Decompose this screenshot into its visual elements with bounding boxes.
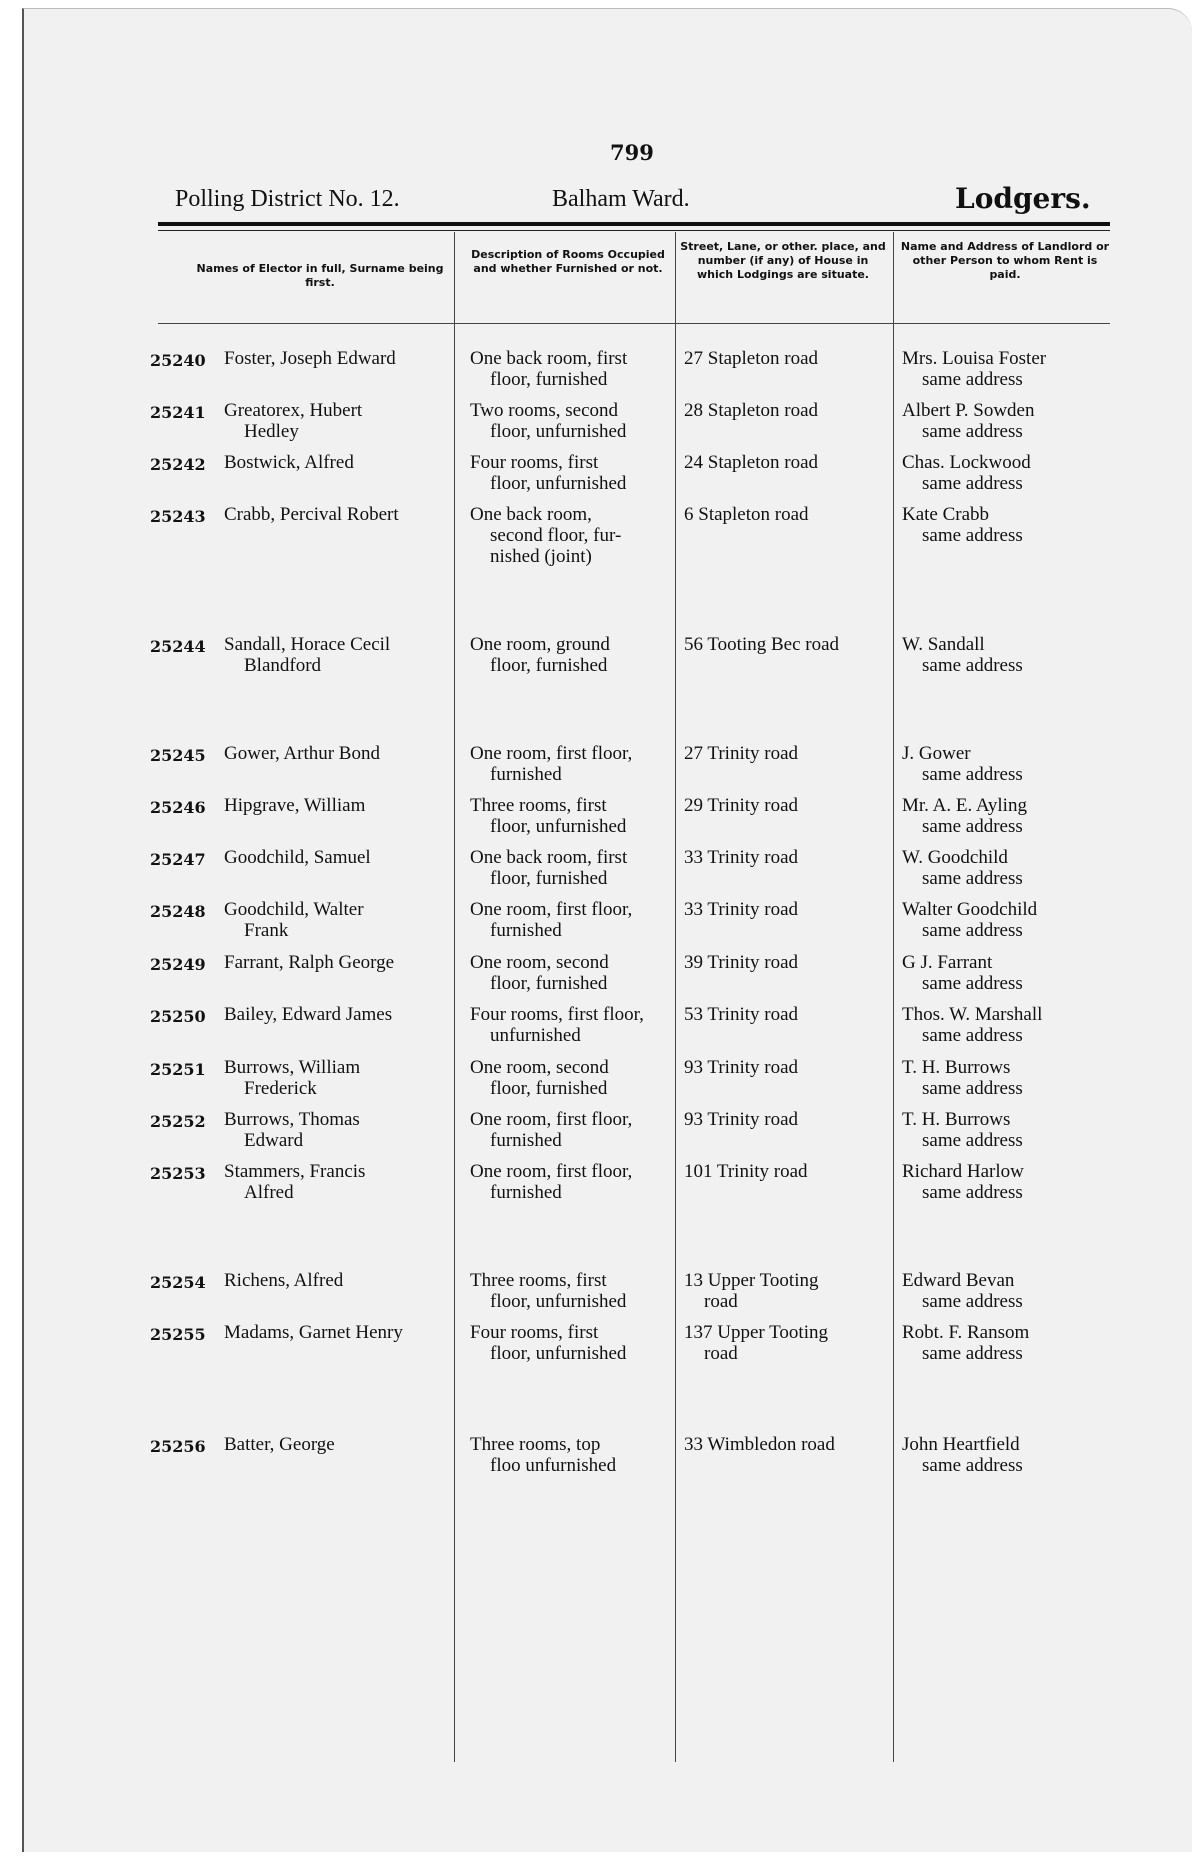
elector-name <box>224 452 464 473</box>
room-description-line: floor, furnished <box>490 868 608 889</box>
landlord-name-address-line: Albert P. Sowden <box>902 400 1035 421</box>
lodging-address-line: 6 Stapleton road <box>684 504 809 525</box>
room-description-line: furnished <box>490 1130 562 1151</box>
room-description <box>470 1270 670 1312</box>
landlord-name-address-line: same address <box>922 920 1023 941</box>
lodging-address-line: 13 Upper Tooting <box>684 1270 819 1291</box>
landlord-name-address-line: Walter Goodchild <box>902 899 1038 920</box>
header-rule <box>158 222 1110 226</box>
elector-number: 25243 <box>150 507 206 526</box>
room-description-line: floor, furnished <box>490 369 608 390</box>
elector-name <box>224 1161 464 1203</box>
elector-name-line: Burrows, William <box>224 1057 361 1078</box>
landlord-name-address-line: T. H. Burrows <box>902 1057 1011 1078</box>
landlord-name-address <box>902 795 1112 837</box>
landlord-name-address-line: W. Sandall <box>902 634 985 655</box>
room-description-line: Two rooms, second <box>470 400 619 421</box>
elector-number: 25248 <box>150 902 206 921</box>
landlord-name-address-line: same address <box>922 1182 1023 1203</box>
room-description-line: nished (joint) <box>490 546 592 567</box>
room-description <box>470 743 670 785</box>
landlord-name-address-line: Thos. W. Marshall <box>902 1004 1043 1025</box>
column-header-street: Street, Lane, or other. place, and number (if any) of House in which Lodgings are situate. <box>680 240 886 281</box>
landlord-name-address-line: same address <box>922 1343 1023 1364</box>
landlord-name-address-line: T. H. Burrows <box>902 1109 1011 1130</box>
room-description-line: Four rooms, first <box>470 452 599 473</box>
elector-name-line: Frank <box>244 920 289 941</box>
room-description-line: Four rooms, first <box>470 1322 599 1343</box>
landlord-name-address-line: W. Goodchild <box>902 847 1008 868</box>
landlord-name-address-line: G J. Farrant <box>902 952 993 973</box>
elector-name <box>224 899 464 941</box>
elector-name-line: Sandall, Horace Cecil <box>224 634 391 655</box>
elector-name-line: Greatorex, Hubert <box>224 400 363 421</box>
landlord-name-address <box>902 1322 1112 1364</box>
room-description-line: One back room, <box>470 504 592 525</box>
elector-name-line: Madams, Garnet Henry <box>224 1322 403 1343</box>
room-description-line: floor, unfurnished <box>490 473 627 494</box>
elector-name-line: Gower, Arthur Bond <box>224 743 380 764</box>
elector-name <box>224 1004 464 1025</box>
room-description-line: floor, furnished <box>490 655 608 676</box>
landlord-name-address <box>902 743 1112 785</box>
elector-name <box>224 1057 464 1099</box>
landlord-name-address <box>902 348 1112 390</box>
room-description <box>470 847 670 889</box>
lodging-address-line: 33 Trinity road <box>684 899 799 920</box>
elector-name-line: Bailey, Edward James <box>224 1004 393 1025</box>
room-description-line: furnished <box>490 1182 562 1203</box>
elector-name-line: Richens, Alfred <box>224 1270 344 1291</box>
lodging-address <box>684 452 889 473</box>
room-description-line: floor, furnished <box>490 973 608 994</box>
room-description-line: furnished <box>490 920 562 941</box>
column-header-description: Description of Rooms Occupied and whether Furnished or not. <box>471 248 665 275</box>
elector-number: 25250 <box>150 1007 206 1026</box>
page-number: 799 <box>610 140 654 165</box>
room-description-line: One room, first floor, <box>470 743 633 764</box>
elector-name <box>224 795 464 816</box>
room-description-line: One room, ground <box>470 634 610 655</box>
lodging-address-line: 93 Trinity road <box>684 1109 799 1130</box>
room-description-line: furnished <box>490 764 562 785</box>
elector-number: 25244 <box>150 637 206 656</box>
landlord-name-address-line: same address <box>922 1130 1023 1151</box>
elector-number: 25255 <box>150 1325 206 1344</box>
landlord-name-address-line: Chas. Lockwood <box>902 452 1031 473</box>
lodging-address <box>684 743 889 764</box>
landlord-name-address-line: same address <box>922 973 1023 994</box>
lodging-address <box>684 1322 889 1364</box>
ward-heading: Balham Ward. <box>552 186 690 212</box>
landlord-name-address <box>902 1109 1112 1151</box>
lodging-address-line: 56 Tooting Bec road <box>684 634 840 655</box>
elector-number: 25240 <box>150 351 206 370</box>
lodging-address-line: 27 Trinity road <box>684 743 799 764</box>
elector-number: 25245 <box>150 746 206 765</box>
landlord-name-address <box>902 1434 1112 1476</box>
room-description-line: Three rooms, first <box>470 1270 607 1291</box>
header-rule-thin <box>158 230 1110 231</box>
elector-name-line: Hedley <box>244 421 299 442</box>
landlord-name-address-line: same address <box>922 369 1023 390</box>
lodging-address <box>684 348 889 369</box>
elector-name-line: Farrant, Ralph George <box>224 952 395 973</box>
room-description-line: floor, unfurnished <box>490 1291 627 1312</box>
room-description <box>470 1322 670 1364</box>
landlord-name-address <box>902 899 1112 941</box>
elector-name <box>224 348 464 369</box>
room-description-line: One room, first floor, <box>470 1161 633 1182</box>
landlord-name-address-line: same address <box>922 1455 1023 1476</box>
column-header-landlord: Name and Address of Landlord or other Person to whom Rent is paid. <box>900 240 1110 281</box>
lodging-address <box>684 400 889 421</box>
lodging-address-line: 33 Wimbledon road <box>684 1434 835 1455</box>
lodging-address-line: road <box>704 1291 738 1312</box>
room-description <box>470 400 670 442</box>
landlord-name-address-line: same address <box>922 1025 1023 1046</box>
landlord-name-address-line: same address <box>922 816 1023 837</box>
elector-number: 25241 <box>150 403 206 422</box>
landlord-name-address <box>902 504 1112 546</box>
lodging-address-line: 33 Trinity road <box>684 847 799 868</box>
elector-name <box>224 952 464 973</box>
room-description <box>470 1434 670 1476</box>
elector-name-line: Goodchild, Samuel <box>224 847 371 868</box>
lodging-address <box>684 504 889 525</box>
elector-number: 25242 <box>150 455 206 474</box>
elector-name-line: Edward <box>244 1130 304 1151</box>
elector-number: 25256 <box>150 1437 206 1456</box>
elector-name-line: Crabb, Percival Robert <box>224 504 399 525</box>
room-description-line: One room, first floor, <box>470 1109 633 1130</box>
elector-name-line: Hipgrave, William <box>224 795 366 816</box>
column-divider-2 <box>675 232 676 1762</box>
elector-number: 25253 <box>150 1164 206 1183</box>
lodging-address <box>684 1161 889 1182</box>
lodging-address <box>684 1057 889 1078</box>
landlord-name-address-line: Mrs. Louisa Foster <box>902 348 1047 369</box>
room-description <box>470 452 670 494</box>
elector-name <box>224 1109 464 1151</box>
lodging-address <box>684 795 889 816</box>
elector-number: 25249 <box>150 955 206 974</box>
section-heading: Lodgers. <box>955 182 1091 215</box>
polling-district-heading: Polling District No. 12. <box>175 186 400 212</box>
landlord-name-address-line: Kate Crabb <box>902 504 990 525</box>
lodging-address-line: 53 Trinity road <box>684 1004 799 1025</box>
landlord-name-address <box>902 1270 1112 1312</box>
lodging-address-line: 39 Trinity road <box>684 952 799 973</box>
room-description <box>470 795 670 837</box>
lodging-address <box>684 952 889 973</box>
room-description-line: floor, unfurnished <box>490 1343 627 1364</box>
lodging-address <box>684 1004 889 1025</box>
lodging-address-line: 27 Stapleton road <box>684 348 819 369</box>
lodging-address-line: 101 Trinity road <box>684 1161 808 1182</box>
elector-name <box>224 847 464 868</box>
elector-name <box>224 1322 464 1343</box>
lodging-address-line: 29 Trinity road <box>684 795 799 816</box>
landlord-name-address-line: same address <box>922 421 1023 442</box>
landlord-name-address-line: J. Gower <box>902 743 971 764</box>
column-header-name: Names of Elector in full, Surname being first. <box>196 262 444 289</box>
room-description <box>470 504 670 567</box>
room-description <box>470 952 670 994</box>
room-description-line: Four rooms, first floor, <box>470 1004 644 1025</box>
room-description-line: One room, second <box>470 1057 609 1078</box>
room-description <box>470 1057 670 1099</box>
room-description-line: unfurnished <box>490 1025 581 1046</box>
elector-number: 25247 <box>150 850 206 869</box>
landlord-name-address <box>902 1004 1112 1046</box>
elector-name <box>224 504 464 525</box>
elector-name-line: Blandford <box>244 655 322 676</box>
landlord-name-address-line: same address <box>922 473 1023 494</box>
room-description <box>470 348 670 390</box>
landlord-name-address <box>902 452 1112 494</box>
elector-number: 25252 <box>150 1112 206 1131</box>
landlord-name-address-line: John Heartfield <box>902 1434 1020 1455</box>
room-description-line: One back room, first <box>470 847 628 868</box>
elector-name-line: Burrows, Thomas <box>224 1109 360 1130</box>
lodging-address <box>684 1434 889 1455</box>
lodging-address-line: 93 Trinity road <box>684 1057 799 1078</box>
landlord-name-address-line: same address <box>922 1078 1023 1099</box>
elector-name-line: Stammers, Francis <box>224 1161 366 1182</box>
lodging-address <box>684 1109 889 1130</box>
room-description <box>470 1004 670 1046</box>
elector-number: 25246 <box>150 798 206 817</box>
elector-name-line: Bostwick, Alfred <box>224 452 354 473</box>
room-description-line: One room, first floor, <box>470 899 633 920</box>
elector-name-line: Foster, Joseph Edward <box>224 348 396 369</box>
lodging-address <box>684 1270 889 1312</box>
landlord-name-address-line: same address <box>922 1291 1023 1312</box>
room-description-line: floo unfurnished <box>490 1455 617 1476</box>
lodging-address <box>684 847 889 868</box>
elector-name-line: Goodchild, Walter <box>224 899 364 920</box>
room-description-line: floor, furnished <box>490 1078 608 1099</box>
elector-name <box>224 1434 464 1455</box>
elector-number: 25251 <box>150 1060 206 1079</box>
landlord-name-address <box>902 1161 1112 1203</box>
landlord-name-address-line: Robt. F. Ransom <box>902 1322 1030 1343</box>
elector-name-line: Frederick <box>244 1078 317 1099</box>
elector-name <box>224 634 464 676</box>
landlord-name-address <box>902 952 1112 994</box>
room-description <box>470 1109 670 1151</box>
landlord-name-address <box>902 847 1112 889</box>
room-description <box>470 899 670 941</box>
elector-name-line: Batter, George <box>224 1434 335 1455</box>
landlord-name-address-line: Mr. A. E. Ayling <box>902 795 1027 816</box>
landlord-name-address <box>902 634 1112 676</box>
lodging-address-line: 28 Stapleton road <box>684 400 819 421</box>
room-description-line: floor, unfurnished <box>490 816 627 837</box>
elector-name <box>224 400 464 442</box>
lodging-address <box>684 899 889 920</box>
lodging-address-line: 137 Upper Tooting <box>684 1322 828 1343</box>
room-description <box>470 634 670 676</box>
landlord-name-address-line: same address <box>922 764 1023 785</box>
room-description-line: One back room, first <box>470 348 628 369</box>
landlord-name-address-line: Richard Harlow <box>902 1161 1024 1182</box>
landlord-name-address-line: same address <box>922 655 1023 676</box>
lodging-address-line: road <box>704 1343 738 1364</box>
elector-name-line: Alfred <box>244 1182 294 1203</box>
landlord-name-address-line: same address <box>922 868 1023 889</box>
room-description-line: Three rooms, first <box>470 795 607 816</box>
landlord-name-address <box>902 400 1112 442</box>
elector-name <box>224 743 464 764</box>
room-description-line: One room, second <box>470 952 609 973</box>
room-description <box>470 1161 670 1203</box>
elector-name <box>224 1270 464 1291</box>
lodging-address <box>684 634 889 655</box>
column-divider-3 <box>893 232 894 1762</box>
room-description-line: floor, unfurnished <box>490 421 627 442</box>
lodging-address-line: 24 Stapleton road <box>684 452 819 473</box>
landlord-name-address-line: Edward Bevan <box>902 1270 1015 1291</box>
column-header-rule <box>158 323 1110 324</box>
room-description-line: Three rooms, top <box>470 1434 601 1455</box>
room-description-line: second floor, fur- <box>490 525 622 546</box>
landlord-name-address-line: same address <box>922 525 1023 546</box>
landlord-name-address <box>902 1057 1112 1099</box>
elector-number: 25254 <box>150 1273 206 1292</box>
